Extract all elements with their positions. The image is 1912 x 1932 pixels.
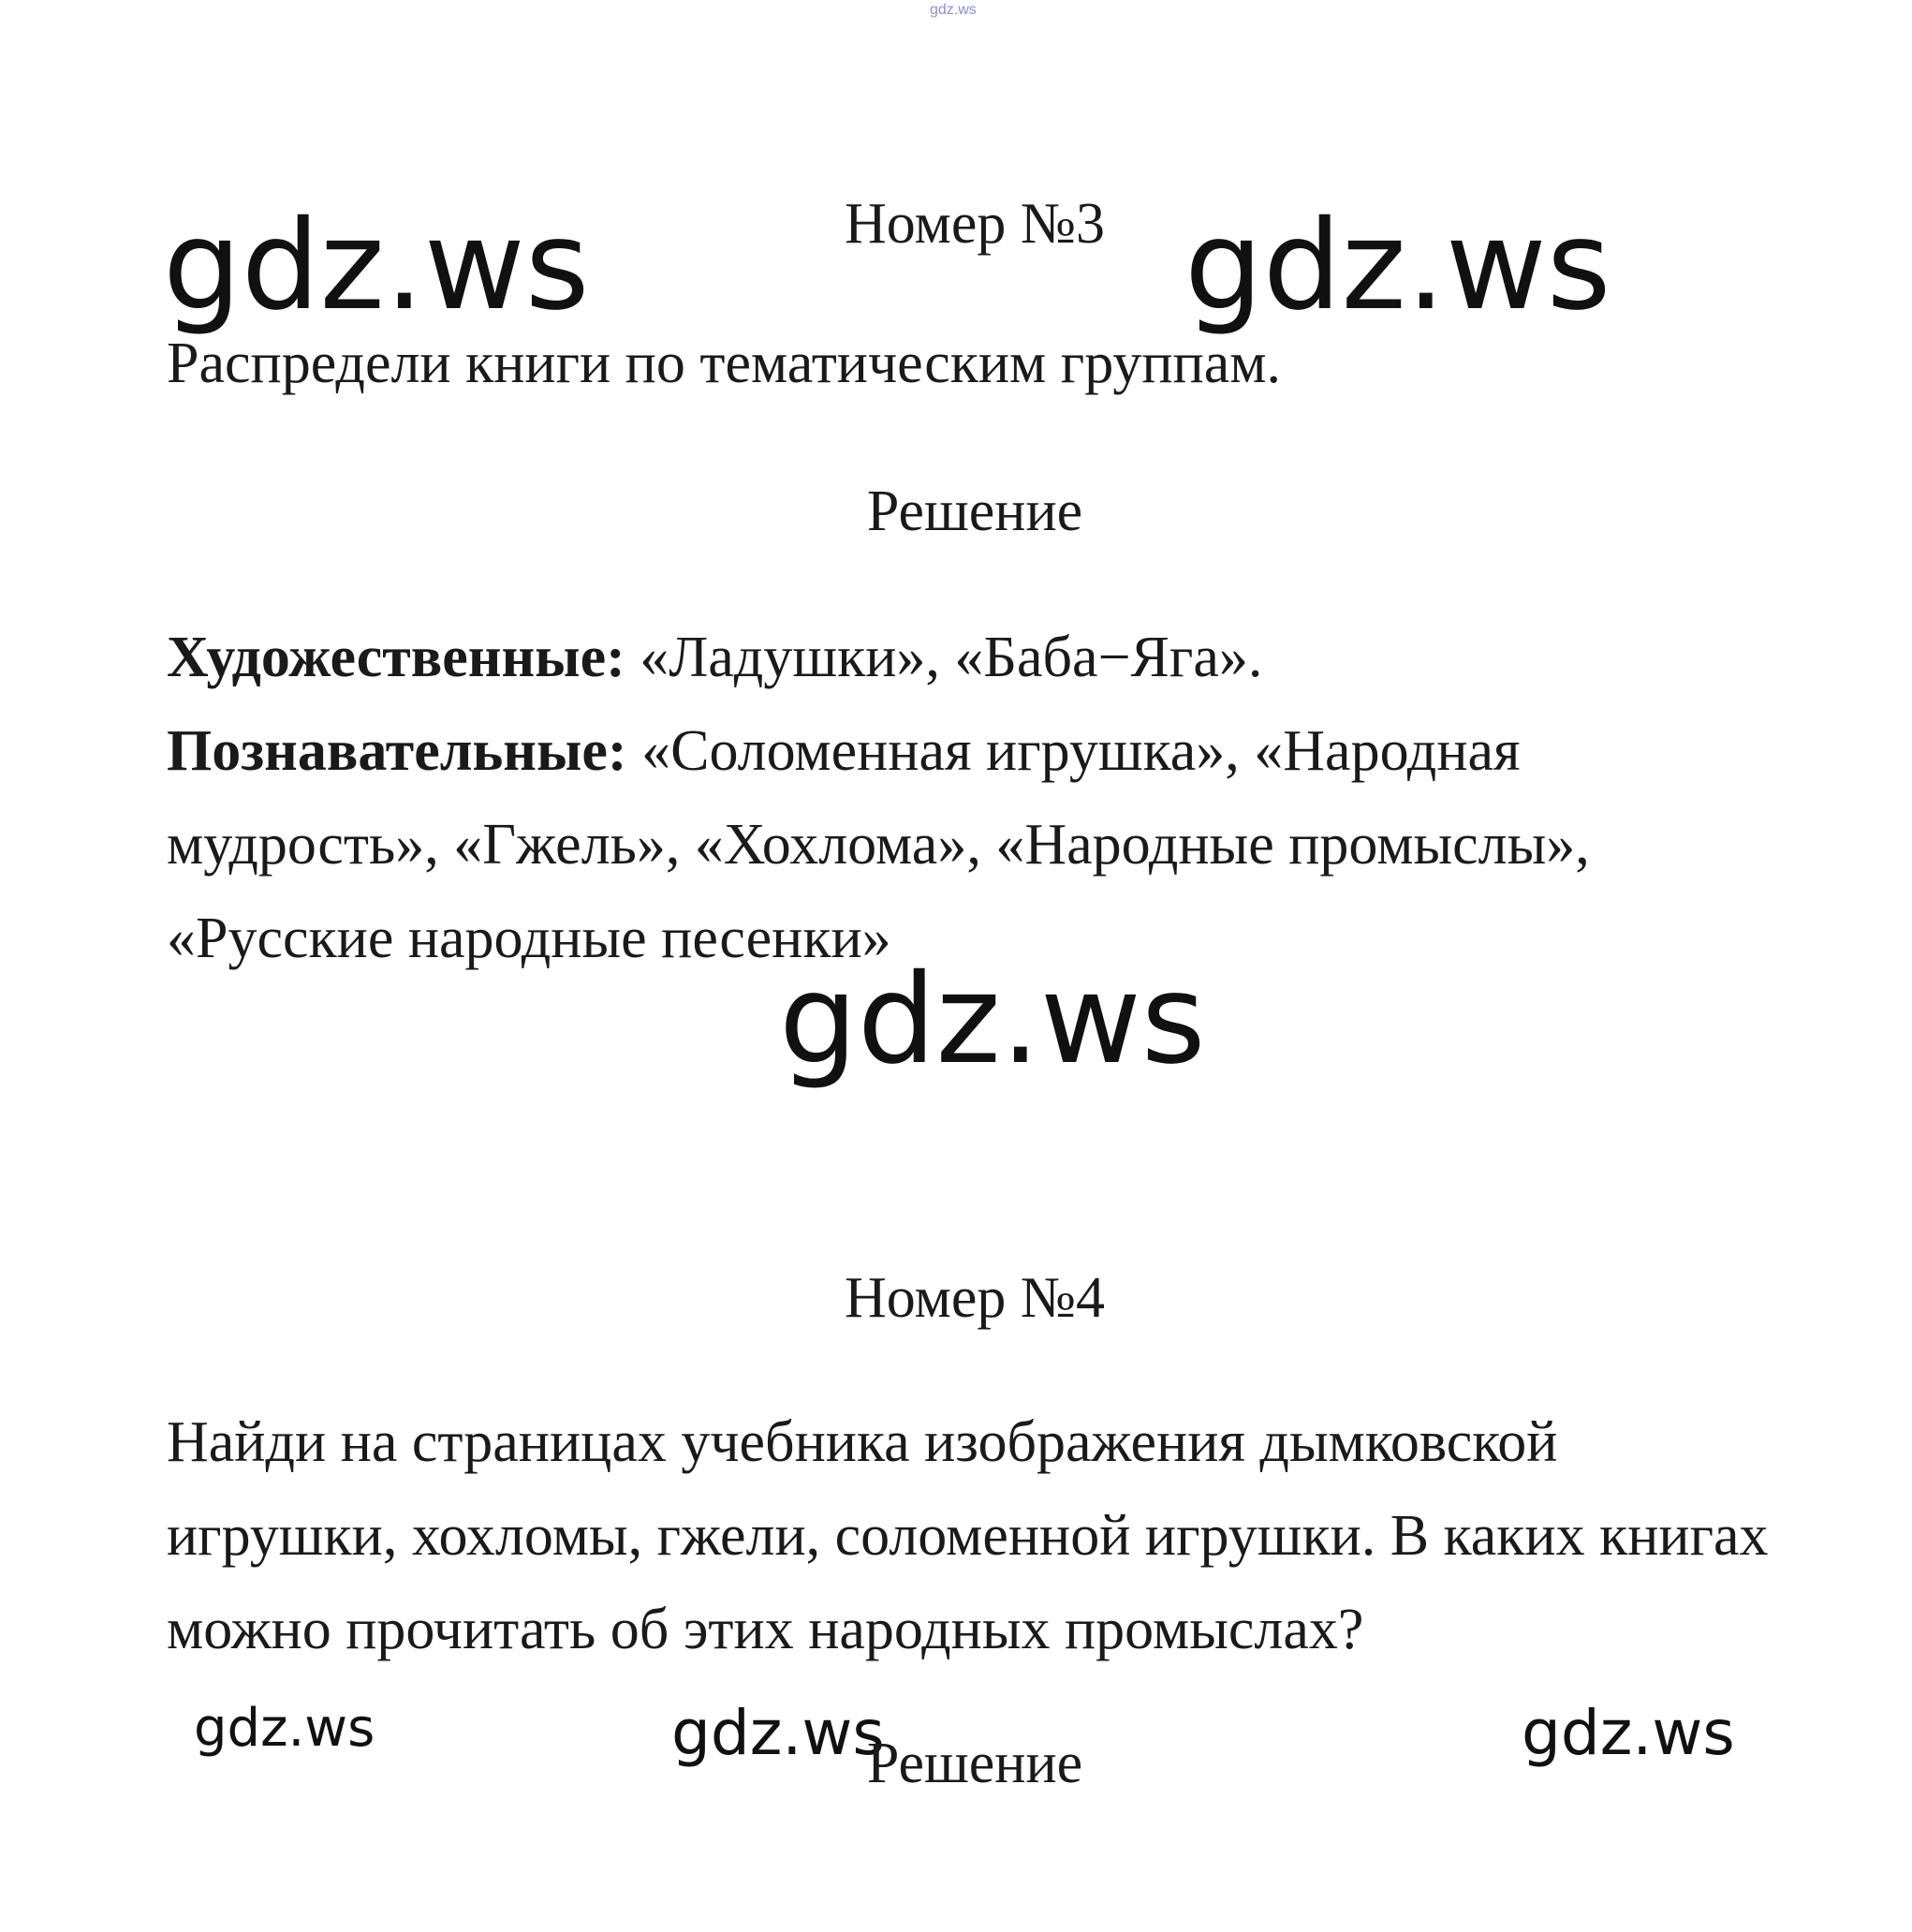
watermark-bottom-center: gdz.ws [671,1697,885,1769]
watermark-top-left: gdz.ws [163,194,590,338]
task3-solution-heading: Решение [866,479,1083,543]
task3-question: Распредели книги по тематическим группам. [167,332,1281,395]
fiction-text: «Ладушки», «Баба−Яга». [625,626,1263,689]
task4-question: Найди на страницах учебника изображения дымковской игрушки, хохломы, гжели, соломенной игрушки. В каких книгах можно прочитать об этих народных промыслах? [167,1410,1769,1661]
fiction-label: Художественные: [167,626,625,689]
task4-heading: Номер №4 [844,1266,1105,1330]
watermark-top-right: gdz.ws [1184,194,1611,338]
task3-fiction-paragraph [167,611,1758,704]
watermark-bottom-left: gdz.ws [194,1698,375,1759]
watermark-middle: gdz.ws [779,948,1206,1092]
task3-heading: Номер №3 [844,192,1105,256]
top-watermark: gdz.ws [930,2,977,18]
watermark-bottom-right: gdz.ws [1522,1697,1735,1769]
cognitive-text: «Соломенная игрушка», «Народная мудрость», «Гжель», «Хохлома», «Народные промыслы», «Русские народные песенки» [167,719,1590,970]
task3-cognitive-paragraph [167,704,1777,985]
task4-solution-heading: Решение [866,1732,1083,1795]
cognitive-label: Познавательные: [167,719,627,783]
